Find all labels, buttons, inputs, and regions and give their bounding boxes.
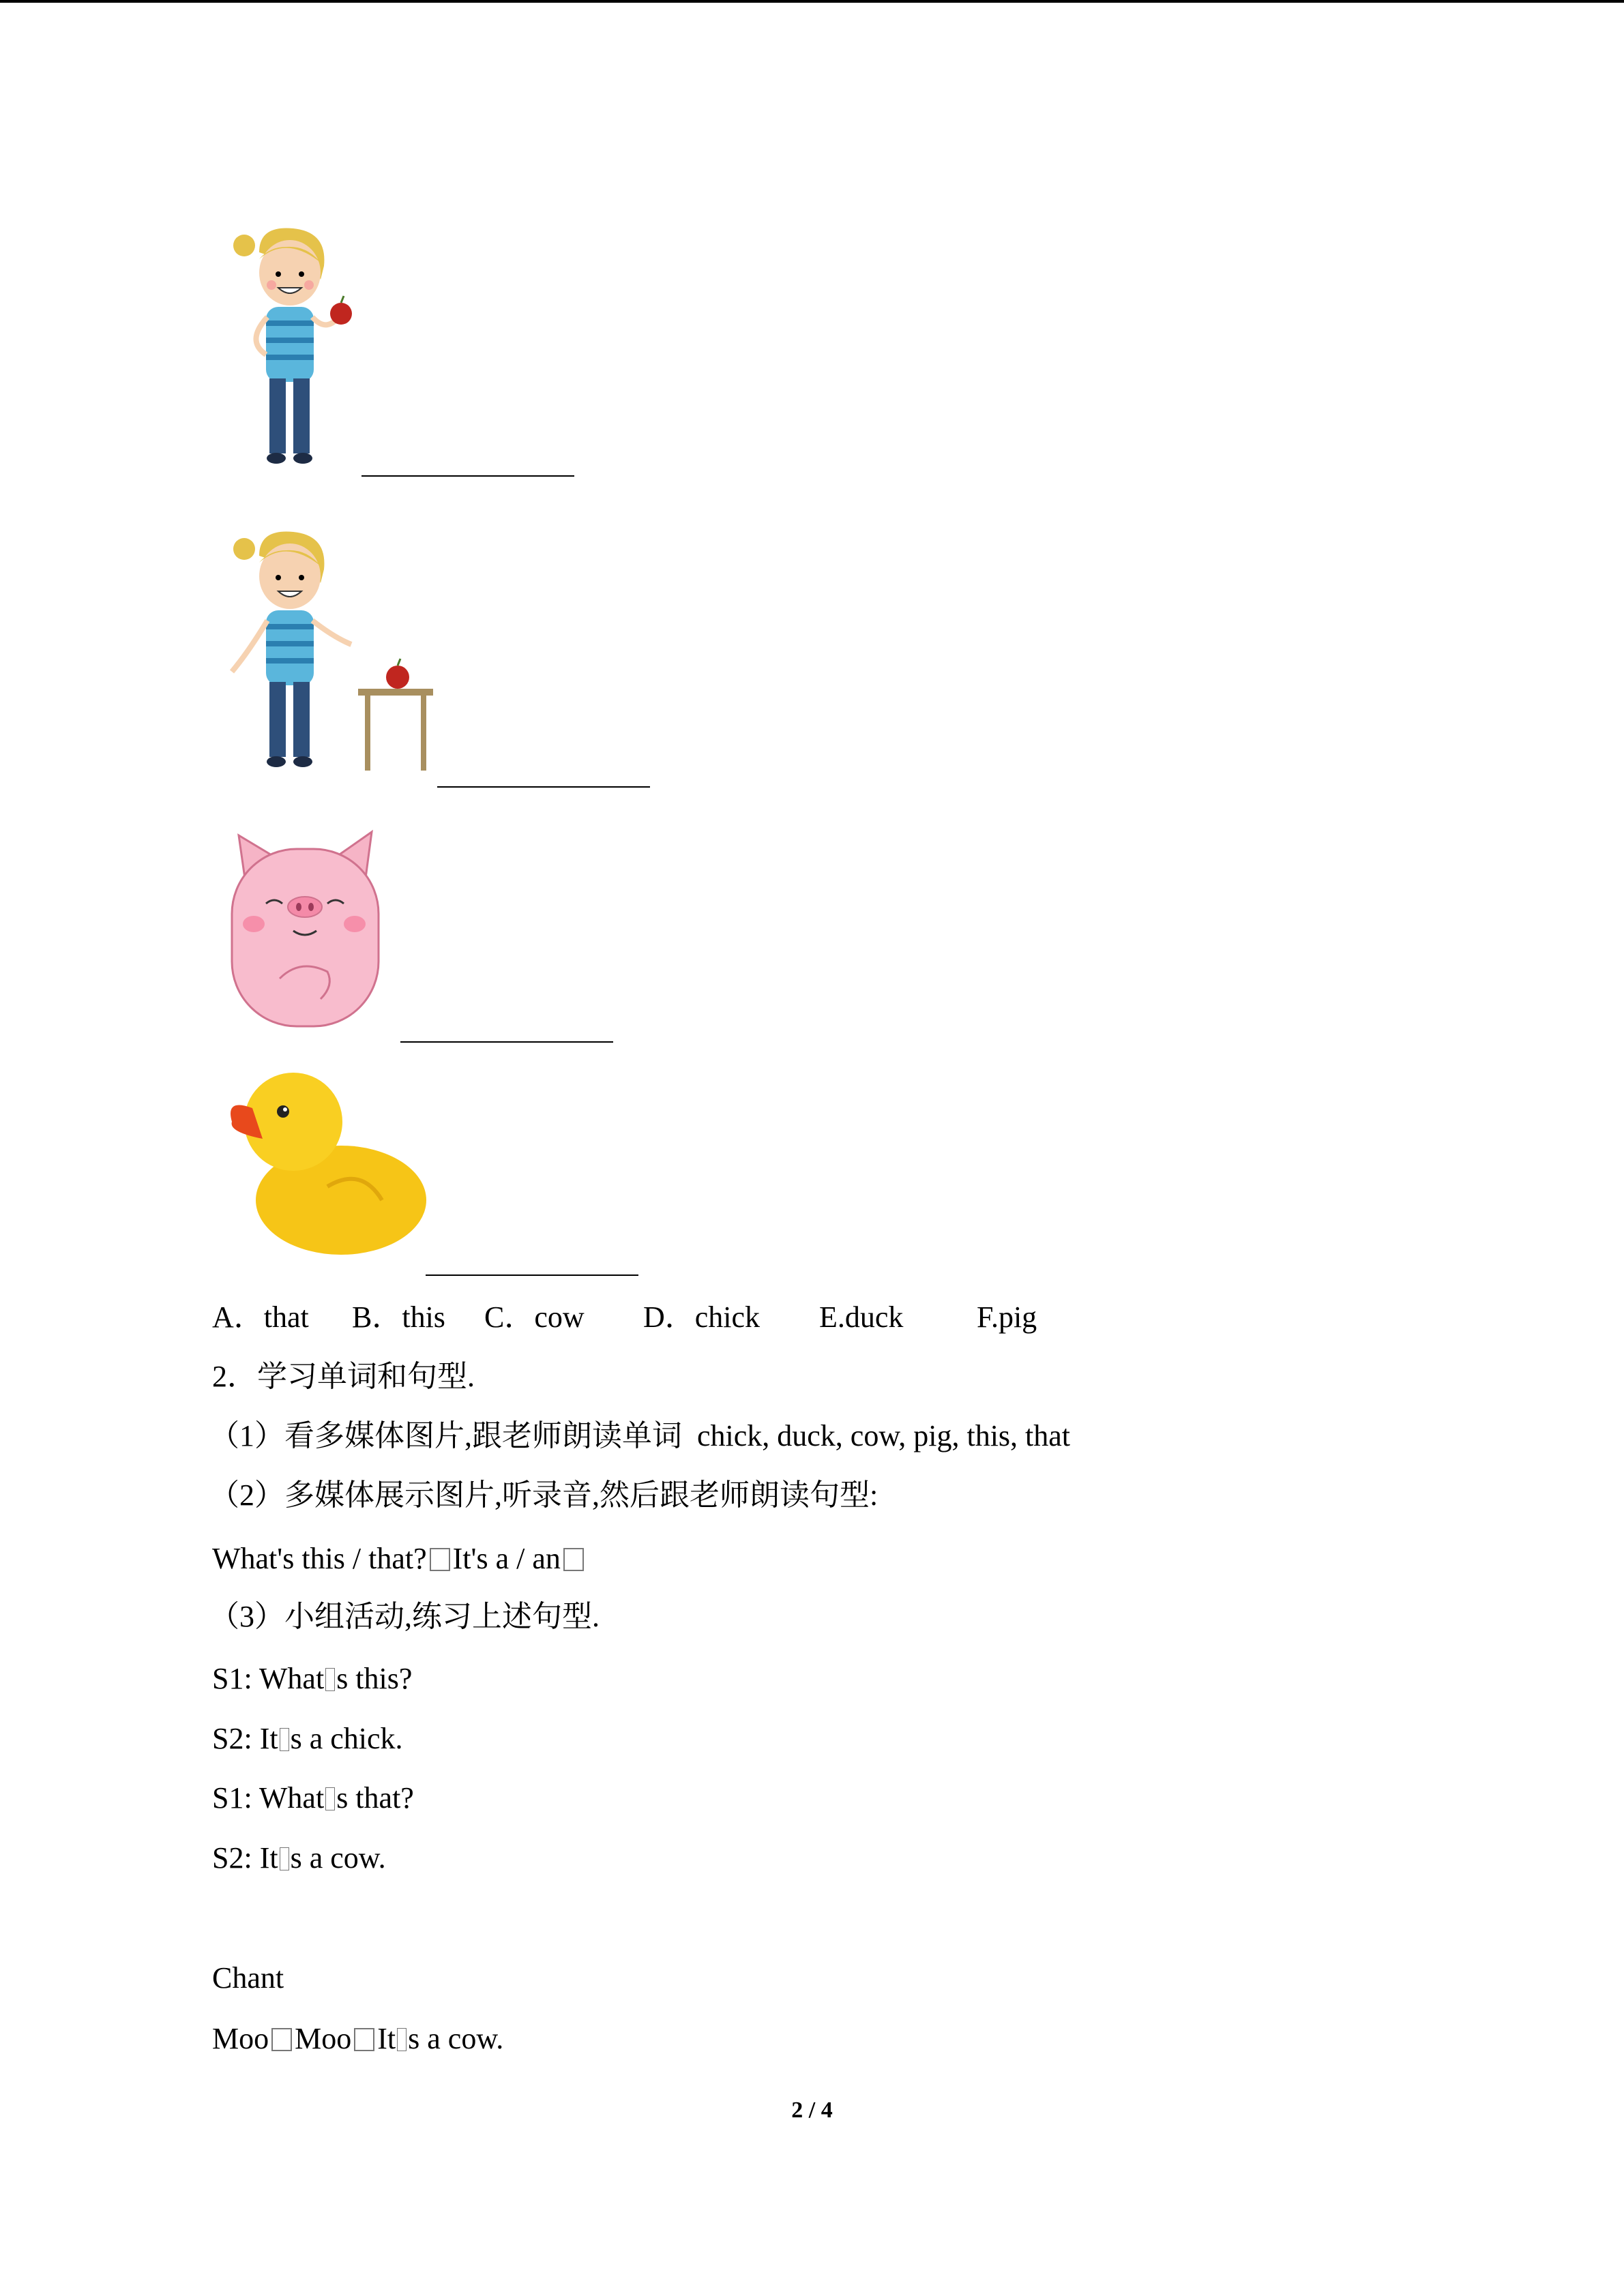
chant-word: It [377,2022,396,2055]
chant-word: Moo [295,2022,352,2055]
option-d: D．chick [643,1300,761,1334]
chant-line [212,2020,503,2058]
dialogue-text: s a cow. [290,1841,386,1875]
chant-title: Chant [212,1961,284,1995]
section-heading: 2．学习单词和句型. [212,1360,475,1393]
dialogue-text: s that? [336,1781,414,1815]
answer-blank-2[interactable] [437,786,650,788]
dialogue-text: S2: It [212,1722,278,1755]
answer-blank-3[interactable] [400,1041,613,1043]
missing-glyph-box [397,2028,407,2051]
sentence-pattern [212,1540,587,1578]
missing-glyph-box [280,1728,289,1751]
missing-glyph-box [280,1847,289,1870]
duck-picture [225,1064,426,1258]
top-border [0,0,1624,3]
missing-glyph-box [271,2028,292,2051]
step-2: （2）多媒体展示图片,听录音,然后跟老师朗读句型: [209,1478,879,1512]
dialogue-line-3 [212,1779,414,1817]
dialogue-text: S1: What [212,1781,325,1815]
dialogue-text: S1: What [212,1662,325,1695]
dialogue-text: s a chick. [290,1722,403,1755]
option-b: B．this [352,1300,445,1334]
chant-word: Moo [212,2022,269,2055]
step-3: （3）小组活动,练习上述句型. [209,1600,600,1633]
dialogue-text: s this? [336,1662,413,1695]
missing-glyph-box [354,2028,374,2051]
missing-glyph-box [325,1787,335,1810]
option-a: A．that [212,1300,309,1334]
girl-pointing-apple-on-table-picture [218,528,443,777]
option-f: F.pig [977,1300,1037,1334]
option-e: E.duck [819,1300,904,1334]
chant-word: s a cow. [408,2022,504,2055]
dialogue-line-2 [212,1720,403,1758]
dialogue-line-4 [212,1839,386,1877]
girl-holding-apple-picture [218,225,361,471]
pig-picture [225,822,385,1033]
dialogue-text: S2: It [212,1841,278,1875]
pattern-answer: It's a / an [452,1542,561,1575]
page-number: 2 / 4 [791,2098,833,2123]
answer-blank-1[interactable] [361,475,574,477]
missing-glyph-box [563,1548,584,1571]
option-c: C．cow [484,1300,585,1334]
dialogue-line-1 [212,1660,412,1698]
answer-blank-4[interactable] [426,1274,638,1276]
missing-glyph-box [430,1548,450,1571]
missing-glyph-box [325,1668,335,1691]
step-1: （1）看多媒体图片,跟老师朗读单词 chick, duck, cow, pig, this, that [209,1419,1071,1452]
pattern-question: What's this / that? [212,1542,427,1575]
